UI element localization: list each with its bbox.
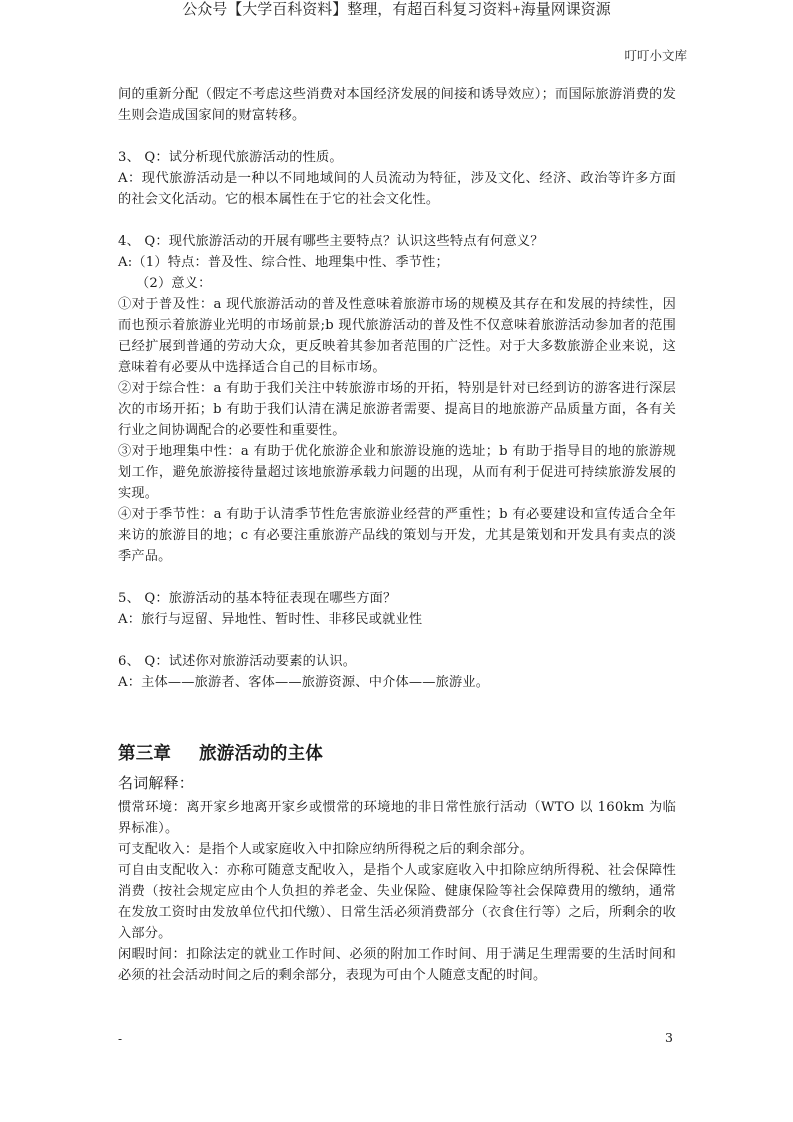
terms-subheading: 名词解释： <box>118 774 195 792</box>
answer-4-features: A:（1）特点：普及性、综合性、地理集中性、季节性； <box>118 255 449 270</box>
question-4: 4、 Q：现代旅游活动的开展有哪些主要特点？认识这些特点有何意义？ <box>118 234 544 249</box>
question-3: 3、 Q：试分析现代旅游活动的性质。 <box>118 150 343 165</box>
term-discretionary-income: 可自由支配收入：亦称可随意支配收入，是指个人或家庭收入中扣除应纳所得税、社会保障性消费（按社会规定应由个人负担的养老金、失业保险、健康保险等社会保障费用的缴纳，通常在发放工资时由发放单位代扣代缴）、日常生活必须消费部分（衣食住行等）之后，所剩余的收入部分。 <box>118 863 676 941</box>
answer-6: A：主体——旅游者、客体——旅游资源、中介体——旅游业。 <box>118 675 490 690</box>
document-body <box>118 84 676 986</box>
answer-5: A：旅行与逗留、异地性、暂时性、非移民或就业性 <box>118 612 423 627</box>
term-habitual-environment: 惯常环境：离开家乡地离开家乡或惯常的环境地的非日常性旅行活动（WTO 以 160km 为临界标准）。 <box>118 800 676 836</box>
footer-dash: - <box>118 1032 123 1046</box>
chapter-title <box>118 739 676 769</box>
point-seasonality: ④对于季节性：a 有助于认清季节性危害旅游业经营的严重性；b 有必要建设和宣传适合全年来访的旅游目的地；c 有必要注重旅游产品线的策划与开发，尤其是策划和开发具有卖点的淡季产品。 <box>118 507 676 564</box>
term-disposable-income: 可支配收入：是指个人或家庭收入中扣除应纳所得税之后的剩余部分。 <box>118 842 534 857</box>
chapter-number: 第三章 <box>118 744 172 764</box>
answer-3: A：现代旅游活动是一种以不同地域间的人员流动为特征，涉及文化、经济、政治等许多方面的社会文化活动。它的根本属性在于它的社会文化性。 <box>118 171 676 207</box>
answer-4-significance-label: （2）意义： <box>136 276 212 291</box>
term-leisure-time: 闲暇时间：扣除法定的就业工作时间、必须的附加工作时间、用于满足生理需要的生活时间和必须的社会活动时间之后的剩余部分，表现为可由个人随意支配的时间。 <box>118 947 676 983</box>
chapter-name: 旅游活动的主体 <box>199 744 324 764</box>
point-comprehensiveness: ②对于综合性：a 有助于我们关注中转旅游市场的开拓，特别是针对已经到访的游客进行深层次的市场开拓；b 有助于我们认清在满足旅游者需要、提高目的地旅游产品质量方面，各有关行业之间协调配合的必要性和重要性。 <box>118 381 676 438</box>
header-source-label: 叮叮小文库 <box>624 48 687 63</box>
page-number: 3 <box>665 1030 673 1045</box>
paragraph-continuation: 间的重新分配（假定不考虑这些消费对本国经济发展的间接和诱导效应）；而国际旅游消费的发生则会造成国家间的财富转移。 <box>118 87 676 123</box>
top-banner: 公众号【大学百科资料】整理，有超百科复习资料+海量网课资源 <box>182 2 611 18</box>
point-geographic-concentration: ③对于地理集中性：a 有助于优化旅游企业和旅游设施的选址；b 有助于指导目的地的旅游规划工作，避免旅游接待量超过该地旅游承载力问题的出现，从而有利于促进可持续旅游发展的实现。 <box>118 444 676 501</box>
question-6: 6、 Q：试述你对旅游活动要素的认识。 <box>118 654 357 669</box>
point-universality: ①对于普及性：a 现代旅游活动的普及性意味着旅游市场的规模及其存在和发展的持续性，因而也预示着旅游业光明的市场前景;b 现代旅游活动的普及性不仅意味着旅游活动参加者的范围已经扩展到普通的劳动大众，更反映着其参加者范围的广泛性。对于大多数旅游企业来说，这意味着有必要从中选择适合自己的目标市场。 <box>118 297 676 375</box>
question-5: 5、 Q：旅游活动的基本特征表现在哪些方面？ <box>118 591 397 606</box>
